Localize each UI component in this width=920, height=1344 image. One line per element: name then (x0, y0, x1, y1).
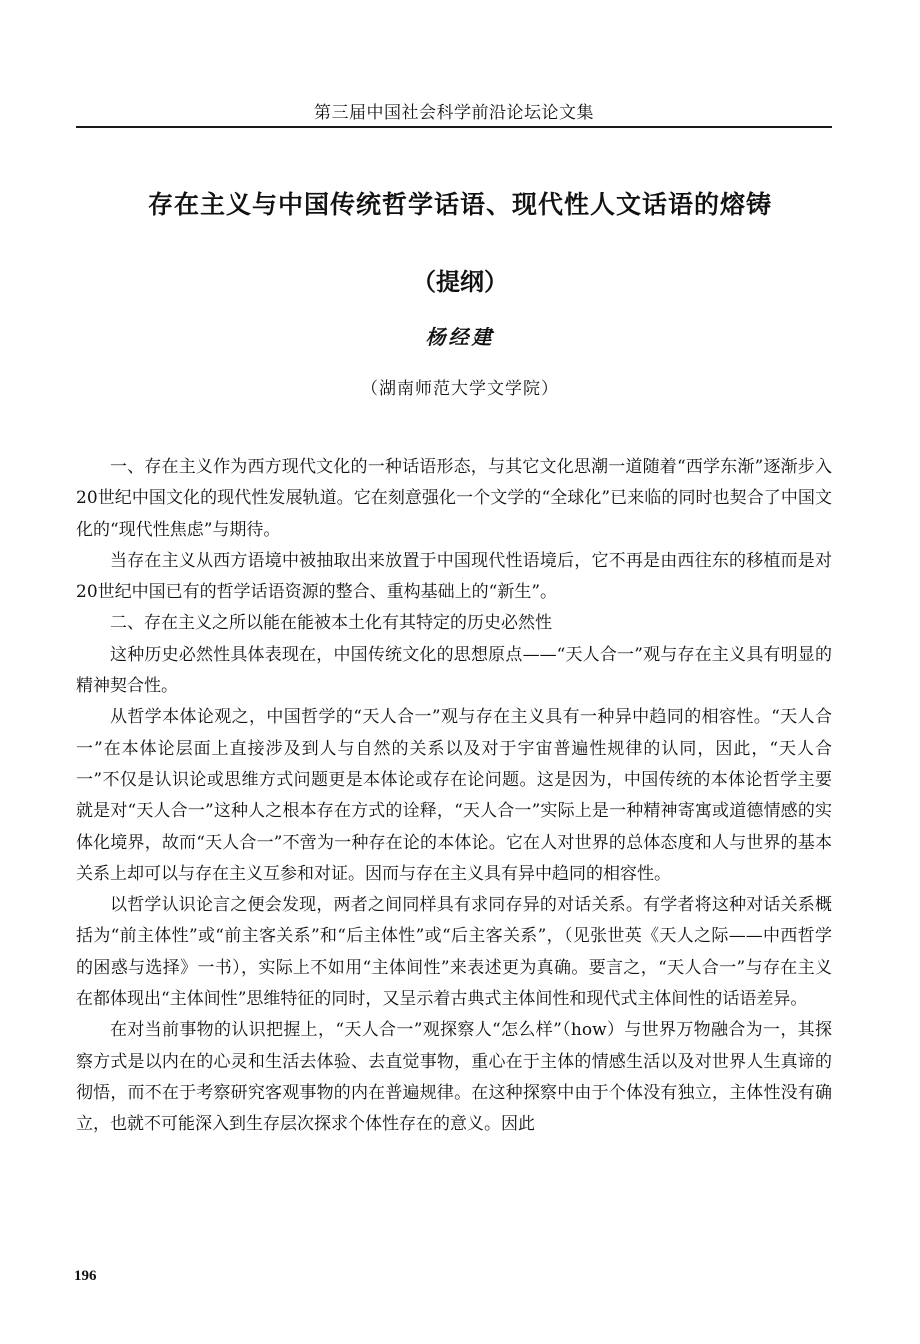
page-number: 196 (74, 1268, 97, 1284)
paragraph: 当存在主义从西方语境中被抽取出来放置于中国现代性语境后，它不再是由西往东的移植而是对20世纪中国已有的哲学话语资源的整合、重构基础上的“新生”。 (76, 550, 832, 603)
paragraph: 一、存在主义作为西方现代文化的一种话语形态，与其它文化思潮一道随着“西学东渐”逐渐步入20世纪中国文化的现代性发展轨道。它在刻意强化一个文学的“全球化”已来临的同时也契合了中国文化的“现代性焦虑”与期待。 (76, 457, 832, 540)
section-heading: 二、存在主义之所以能在能被本土化有其特定的历史必然性 (110, 613, 552, 634)
running-header: 第三届中国社会科学前沿论坛论文集 (314, 103, 594, 123)
paragraph: 在对当前事物的认识把握上，“天人合一”观探察人“怎么样”（how）与世界万物融合为一，其探察方式是以内在的心灵和生活去体验、去直觉事物，重心在于主体的情感生活以及对世界人生真谛的彻悟，而不在于考察研究客观事物的内在普遍规律。在这种探察中由于个体没有独立，主体性没有确立，也就不可能深入到生存层次探求个体性存在的意义。因此 (76, 1020, 832, 1135)
paragraph: 这种历史必然性具体表现在，中国传统文化的思想原点——“天人合一”观与存在主义具有明显的精神契合性。 (76, 644, 832, 697)
header-rule (76, 126, 832, 128)
article-body (76, 452, 832, 1141)
paragraph: 以哲学认识论言之便会发现，两者之间同样具有求同存异的对话关系。有学者将这种对话关系概括为“前主体性”或“前主客关系”和“后主体性”或“后主客关系”，（见张世英《天人之际——中西哲学的困惑与选择》一书），实际上不如用“主体间性”来表述更为真确。要言之，“天人合一”与存在主义在都体现出“主体间性”思维特征的同时，又呈示着古典式主体间性和现代式主体间性的话语差异。 (76, 895, 832, 1010)
author-affiliation: （湖南师范大学文学院） (361, 379, 559, 399)
article-subtitle: （提纲） (412, 268, 508, 296)
article-title: 存在主义与中国传统哲学话语、现代性人文话语的熔铸 (147, 190, 772, 219)
paragraph: 从哲学本体论观之，中国哲学的“天人合一”观与存在主义具有一种异中趋同的相容性。“天人合一”在本体论层面上直接涉及到人与自然的关系以及对于宇宙普遍性规律的认同，因此，“天人合一”不仅是认识论或思维方式问题更是本体论或存在论问题。这是因为，中国传统的本体论哲学主要就是对“天人合一”这种人之根本存在方式的诠释，“天人合一”实际上是一种精神寄寓或道德情感的实体化境界，故而“天人合一”不啻为一种存在论的本体论。它在人对世界的总体态度和人与世界的基本关系上却可以与存在主义互参和对证。因而与存在主义具有异中趋同的相容性。 (76, 707, 832, 884)
author-name: 杨经建 (425, 325, 495, 349)
